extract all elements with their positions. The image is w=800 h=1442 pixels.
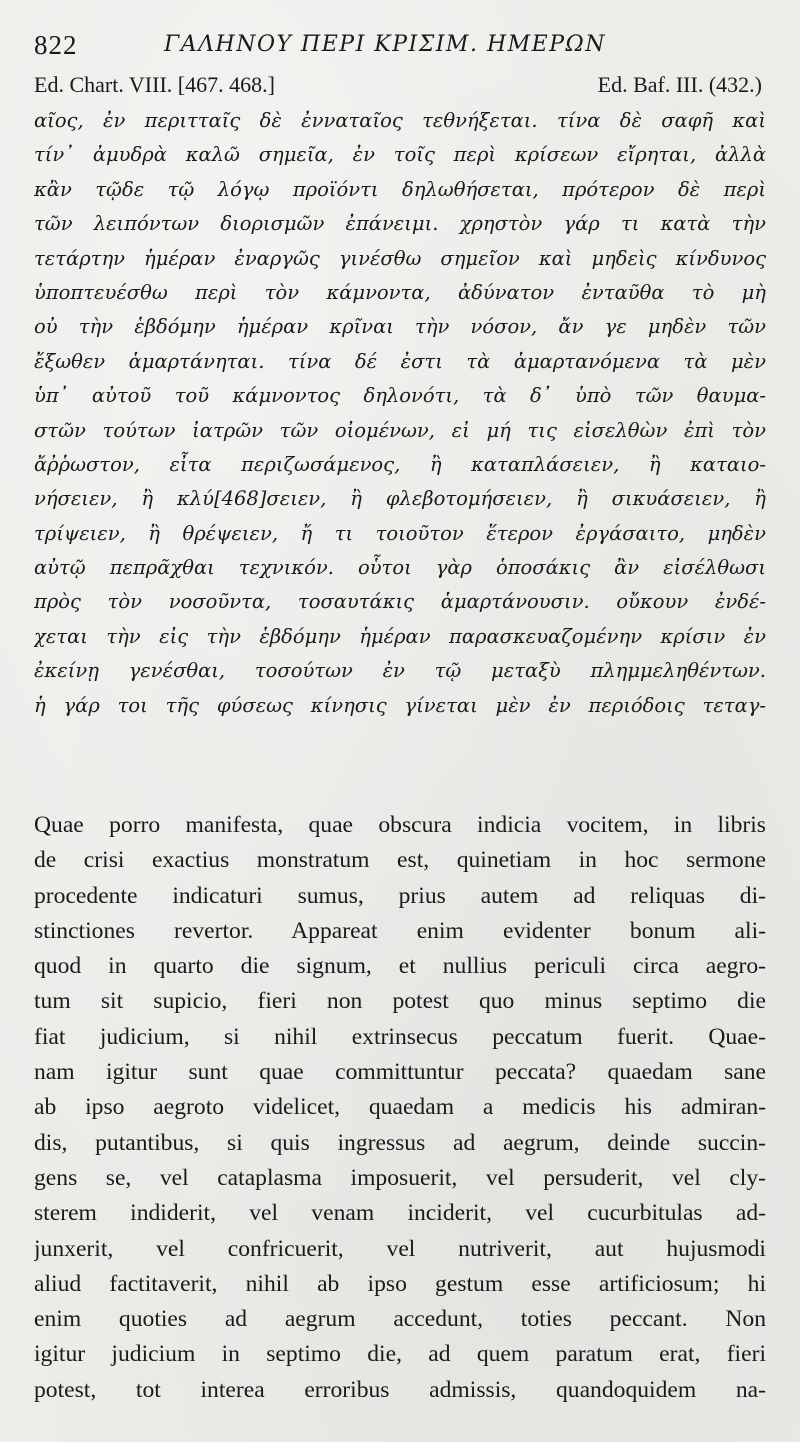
greek-text-line: νήσειεν, ἢ κλύ[468]σειεν, ἢ φλεβοτομήσειεν, ἢ σικυάσειεν, ἢ — [34, 487, 766, 511]
latin-text-line: Quae porro manifesta, quae obscura indicia vocitem, in libris — [34, 812, 766, 838]
latin-text-line: tum sit supicio, fieri non potest quo minus septimo die — [34, 988, 766, 1015]
greek-text-line: τετάρτην ἡμέραν ἐναργῶς γινέσθω σημεῖον καὶ μηδεὶς κίνδυνος — [34, 246, 766, 270]
greek-text-line: ἄῤῥωστον, εἶτα περιζωσάμενος, ἢ καταπλάσειεν, ἢ καταιο- — [34, 452, 766, 476]
latin-text-line: aliud factitaverit, nihil ab ipso gestum esse artificiosum; hi — [34, 1270, 766, 1297]
edition-reference-basel: Ed. Baf. III. (432.) — [597, 72, 762, 97]
latin-text-line: potest, tot interea erroribus admissis, quandoquidem na- — [34, 1376, 766, 1403]
greek-text-line: αὐτῷ πεπρᾶχθαι τεχνικόν. οὗτοι γὰρ ὁποσάκις ἂν εἰσέλθωσι — [34, 556, 766, 580]
latin-text-line: sterem indiderit, vel venam inciderit, vel cucurbitulas ad- — [34, 1200, 766, 1227]
latin-text-line: procedente indicaturi sumus, prius autem ad reliquas di- — [34, 882, 766, 909]
edition-references — [34, 72, 766, 102]
greek-text-line: ἔξωθεν ἁμαρτάνηται. τίνα δέ ἐστι τὰ ἁμαρτανόμενα τὰ μὲν — [34, 349, 766, 373]
greek-text-line: τῶν λειπόντων διορισμῶν ἐπάνειμι. χρηστὸν γάρ τι κατὰ τὴν — [34, 212, 766, 236]
running-title: ΓΑΛΗΝΟΥ ΠΕΡΙ ΚΡΙΣΙΜ. ΗΜΕΡΩΝ — [164, 32, 607, 57]
latin-text-line: fiat judicium, si nihil extrinsecus peccatum fuerit. Quae- — [34, 1023, 766, 1050]
latin-text-line: nam igitur sunt quae committuntur peccata? quaedam sane — [34, 1059, 766, 1086]
page-number: 822 — [34, 30, 78, 60]
latin-text-block — [34, 808, 766, 1408]
greek-text-line: στῶν τούτων ἰατρῶν τῶν οἰομένων, εἰ μή τις εἰσελθὼν ἐπὶ τὸν — [34, 418, 766, 442]
greek-text-block — [34, 104, 766, 723]
latin-text-line: igitur judicium in septimo die, ad quem paratum erat, fieri — [34, 1341, 766, 1368]
greek-text-line: κἂν τῷδε τῷ λόγῳ προϊόντι δηλωθήσεται, πρότερον δὲ περὶ — [34, 177, 766, 201]
latin-text-line: de crisi exactius monstratum est, quinetiam in hoc sermone — [34, 847, 766, 874]
greek-text-line: τρίψειεν, ἢ θρέψειεν, ἤ τι τοιοῦτον ἕτερον ἐργάσαιτο, μηδὲν — [34, 521, 766, 545]
running-head — [34, 30, 766, 64]
edition-reference-chartier: Ed. Chart. VIII. [467. 468.] — [34, 72, 275, 97]
latin-text-line: enim quoties ad aegrum accedunt, toties peccant. Non — [34, 1306, 766, 1333]
latin-text-line: ab ipso aegroto videlicet, quaedam a medicis his admiran- — [34, 1094, 766, 1121]
greek-text-line: χεται τὴν εἰς τὴν ἑβδόμην ἡμέραν παρασκευαζομένην κρίσιν ἐν — [34, 624, 766, 648]
greek-text-line: ἐκείνῃ γενέσθαι, τοσούτων ἐν τῷ μεταξὺ πλημμεληθέντων. — [34, 659, 766, 683]
greek-text-line: πρὸς τὸν νοσοῦντα, τοσαυτάκις ἁμαρτάνουσιν. οὔκουν ἐνδέ- — [34, 590, 766, 614]
greek-text-line: τίν᾽ ἀμυδρὰ καλῶ σημεῖα, ἐν τοῖς περὶ κρίσεων εἴρηται, ἀλλὰ — [34, 143, 766, 167]
greek-text-line: ὑπ᾽ αὐτοῦ τοῦ κάμνοντος δηλονότι, τὰ δ᾽ ὑπὸ τῶν θαυμα- — [34, 384, 766, 408]
latin-text-line: stinctiones revertor. Appareat enim evidenter bonum ali- — [34, 917, 766, 944]
latin-text-line: junxerit, vel confricuerit, vel nutriverit, aut hujusmodi — [34, 1235, 766, 1262]
greek-text-line: αῖος, ἐν περιτταῖς δὲ ἐνναταῖος τεθνήξεται. τίνα δὲ σαφῆ καὶ — [34, 109, 766, 132]
greek-text-line: ἡ γάρ τοι τῆς φύσεως κίνησις γίνεται μὲν ἐν περιόδοις τεταγ- — [34, 693, 766, 717]
latin-text-line: dis, putantibus, si quis ingressus ad aegrum, deinde succin- — [34, 1129, 766, 1156]
latin-text-line: quod in quarto die signum, et nullius periculi circa aegro- — [34, 953, 766, 980]
latin-text-line: gens se, vel cataplasma imposuerit, vel persuderit, vel cly- — [34, 1164, 766, 1191]
greek-text-line: ὑποπτευέσθω περὶ τὸν κάμνοντα, ἀδύνατον ἐνταῦθα τὸ μὴ — [34, 280, 766, 304]
greek-text-line: οὐ τὴν ἑβδόμην ἡμέραν κρῖναι τὴν νόσον, ἄν γε μηδὲν τῶν — [34, 315, 766, 339]
